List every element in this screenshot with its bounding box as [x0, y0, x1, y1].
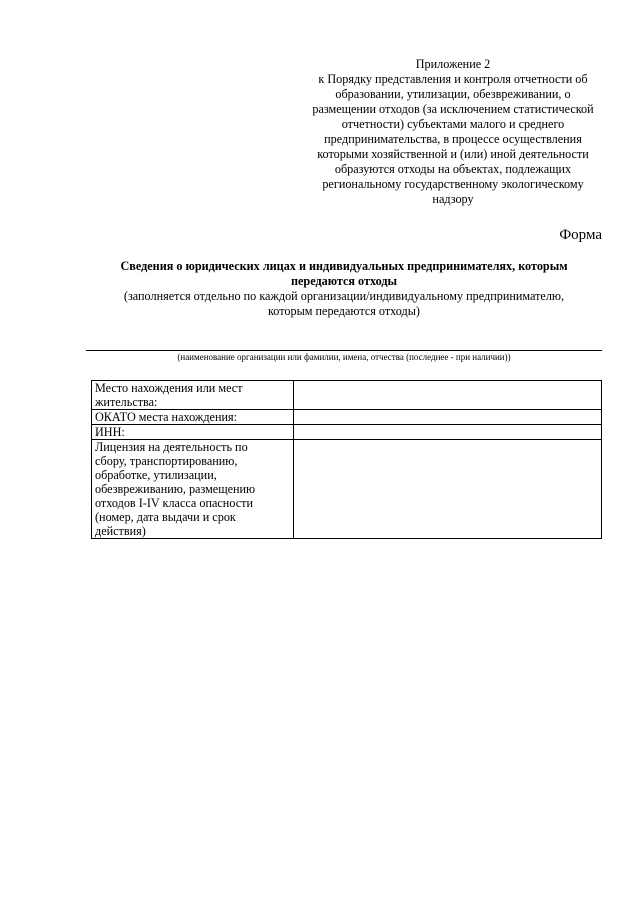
table-cell-label: ИНН: [92, 425, 294, 440]
label-line: действия) [95, 524, 146, 538]
organization-name-caption: (наименование организации или фамилии, имена, отчества (последнее - при наличии)) [177, 352, 511, 362]
form-label: Форма [559, 227, 602, 243]
location-value-cell[interactable] [294, 381, 602, 410]
label-line: Лицензия на деятельность по [95, 440, 248, 454]
okato-value-cell[interactable] [294, 410, 602, 425]
label-line: отходов I-IV класса опасности [95, 496, 253, 510]
heading-note-line: (заполняется отдельно по каждой организации/индивидуальному предпринимателю, [123, 289, 565, 303]
label-line: Место нахождения или мест [95, 381, 243, 395]
heading-note-line: которым передаются отходы) [268, 304, 420, 318]
table-row [92, 381, 602, 410]
appendix-line: предпринимательства, в процессе осуществления [324, 132, 582, 146]
label-line: обезвреживанию, размещению [95, 482, 256, 496]
heading-title-line: Сведения о юридических лицах и индивидуальных предпринимателях, которым [120, 259, 568, 273]
table-row [92, 425, 602, 440]
table-cell-label: ОКАТО места нахождения: [92, 410, 294, 425]
label-line: (номер, дата выдачи и срок [95, 510, 236, 524]
appendix-block [296, 57, 610, 207]
table-row [92, 440, 602, 539]
organization-name-line[interactable] [86, 350, 602, 351]
appendix-line: региональному государственному экологическому [322, 177, 584, 191]
inn-value-cell[interactable] [294, 425, 602, 440]
label-line: обработке, утилизации, [95, 468, 217, 482]
appendix-line: размещении отходов (за исключением статистической [312, 102, 594, 116]
appendix-line: отчетности) субъектами малого и среднего [341, 117, 565, 131]
table-cell-label [92, 381, 294, 410]
license-value-cell[interactable] [294, 440, 602, 539]
table-row [92, 410, 602, 425]
appendix-line: которыми хозяйственной и (или) иной деятельности [317, 147, 589, 161]
heading-title-line: передаются отходы [290, 274, 398, 288]
appendix-line: образовании, утилизации, обезвреживании, о [335, 87, 571, 101]
label-line: жительства: [95, 395, 158, 409]
appendix-line: образуются отходы на объектах, подлежащих [334, 162, 572, 176]
appendix-line: надзору [432, 192, 474, 206]
info-table [91, 380, 602, 539]
label-line: сбору, транспортированию, [95, 454, 238, 468]
document-heading [86, 259, 602, 319]
appendix-line: к Порядку представления и контроля отчетности об [318, 72, 588, 86]
appendix-line: Приложение 2 [415, 57, 491, 71]
table-cell-label [92, 440, 294, 539]
